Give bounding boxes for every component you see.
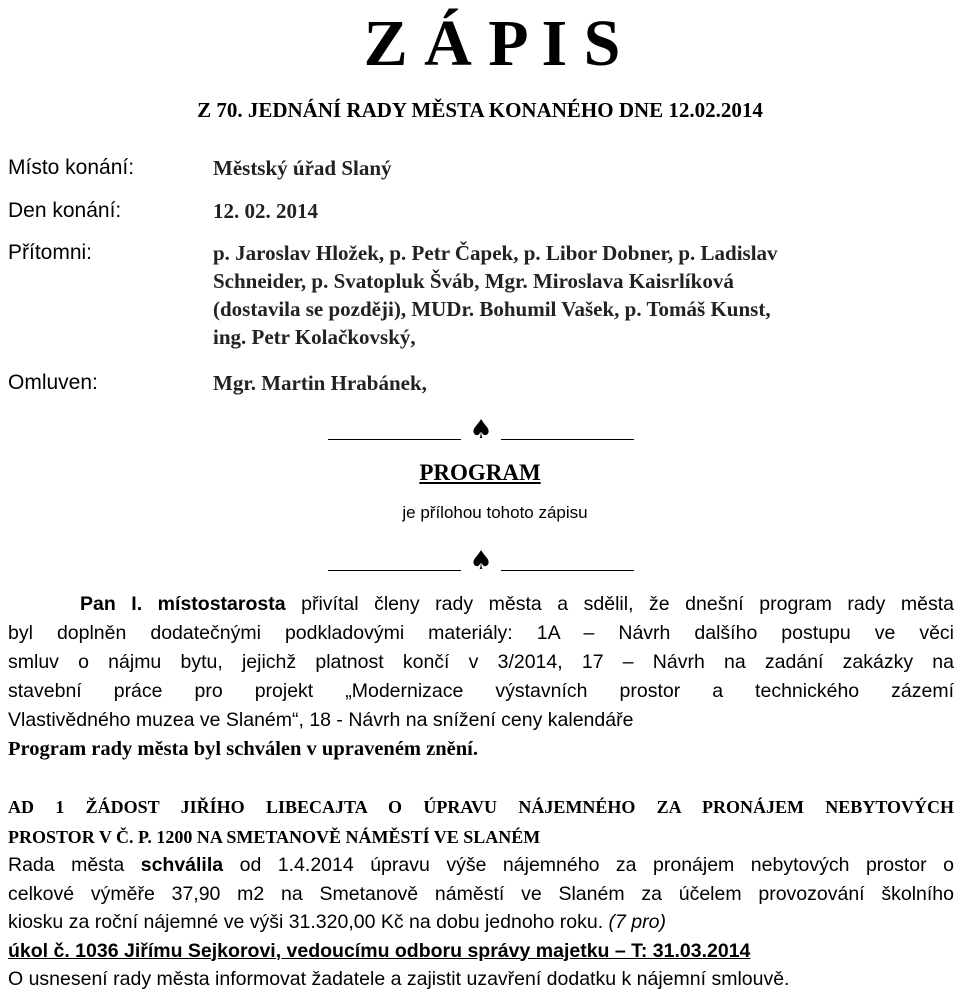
intro-line: Vlastivědného muzea ve Slaném“, 18 - Návrh na snížení ceny kalendáře <box>8 709 634 731</box>
resolution-line <box>8 908 954 937</box>
resolution-line <box>8 851 954 880</box>
agenda-heading-line: PROSTOR V Č. P. 1200 NA SMETANOVĚ NÁMĚSTÍ VE SLANÉM <box>8 827 541 847</box>
present-label: Přítomni: <box>8 241 93 264</box>
vote-result: (7 pro) <box>608 911 666 933</box>
present-line: ing. Petr Kolačkovský, <box>213 325 416 349</box>
spade-separator <box>328 414 634 446</box>
program-approved: Program rady města byl schválen v upraveném znění. <box>8 738 478 760</box>
resolution-prefix: Rada města <box>8 854 141 876</box>
document-title: Z Á P I S <box>363 7 621 80</box>
excused-value: Mgr. Martin Hrabánek, <box>213 371 427 395</box>
agenda-item-text <box>8 851 954 994</box>
intro-paragraph <box>8 590 954 764</box>
intro-line: smluv o nájmu bytu, jejichž platnost končí v 3/2014, 17 – Návrh na zadání zakázky na <box>8 651 954 673</box>
date-value: 12. 02. 2014 <box>213 199 318 223</box>
separator-rule <box>328 570 461 571</box>
resolution-text: od 1.4.2014 úpravu výše nájemného za pronájem nebytových prostor o <box>223 854 954 876</box>
spade-icon: ♠ <box>469 546 493 576</box>
program-heading: PROGRAM <box>419 460 541 485</box>
present-list <box>213 239 778 351</box>
separator-rule <box>328 439 461 440</box>
separator-rule <box>501 570 634 571</box>
spade-icon: ♠ <box>469 415 493 445</box>
place-value: Městský úřad Slaný <box>213 156 392 180</box>
present-line: p. Jaroslav Hložek, p. Petr Čapek, p. Libor Dobner, p. Ladislav <box>213 241 778 265</box>
intro-line-text: přivítal členy rady města a sdělil, že dnešní program rady města <box>285 593 954 615</box>
agenda-heading-line: AD 1 ŽÁDOST JIŘÍHO LIBECAJTA O ÚPRAVU NÁJEMNÉHO ZA PRONÁJEM NEBYTOVÝCH <box>8 797 954 817</box>
separator-rule <box>501 439 634 440</box>
meeting-subtitle: Z 70. JEDNÁNÍ RADY MĚSTA KONANÉHO DNE 12.02.2014 <box>197 98 763 122</box>
agenda-item-heading <box>8 792 954 852</box>
intro-line <box>8 590 954 619</box>
date-label: Den konání: <box>8 199 122 222</box>
resolution-verb: schválila <box>140 854 224 876</box>
intro-line: byl doplněn dodatečnými podkladovými materiály: 1A – Návrh dalšího postupu ve věci <box>8 622 954 644</box>
present-line: (dostavila se později), MUDr. Bohumil Vašek, p. Tomáš Kunst, <box>213 297 771 321</box>
intro-line: stavební práce pro projekt „Modernizace výstavních prostor a technického zázemí <box>8 680 954 702</box>
intro-lead: Pan I. místostarosta <box>80 593 286 615</box>
program-note: je přílohou tohoto zápisu <box>402 503 588 522</box>
present-line: Schneider, p. Svatopluk Šváb, Mgr. Miroslava Kaisrlíková <box>213 269 734 293</box>
resolution-line: celkové výměře 37,90 m2 na Smetanově náměstí ve Slaném za účelem provozování školního <box>8 882 954 905</box>
task-text: O usnesení rady města informovat žadatele a zajistit uzavření dodatku k nájemní smlouvě. <box>8 968 790 990</box>
place-label: Místo konání: <box>8 156 135 179</box>
spade-separator <box>328 545 634 577</box>
excused-label: Omluven: <box>8 371 98 394</box>
task-line: úkol č. 1036 Jiřímu Sejkorovi, vedoucímu odboru správy majetku – T: 31.03.2014 <box>8 939 751 962</box>
resolution-text: kiosku za roční nájemné ve výši 31.320,00 Kč na dobu jednoho roku. <box>8 911 609 933</box>
